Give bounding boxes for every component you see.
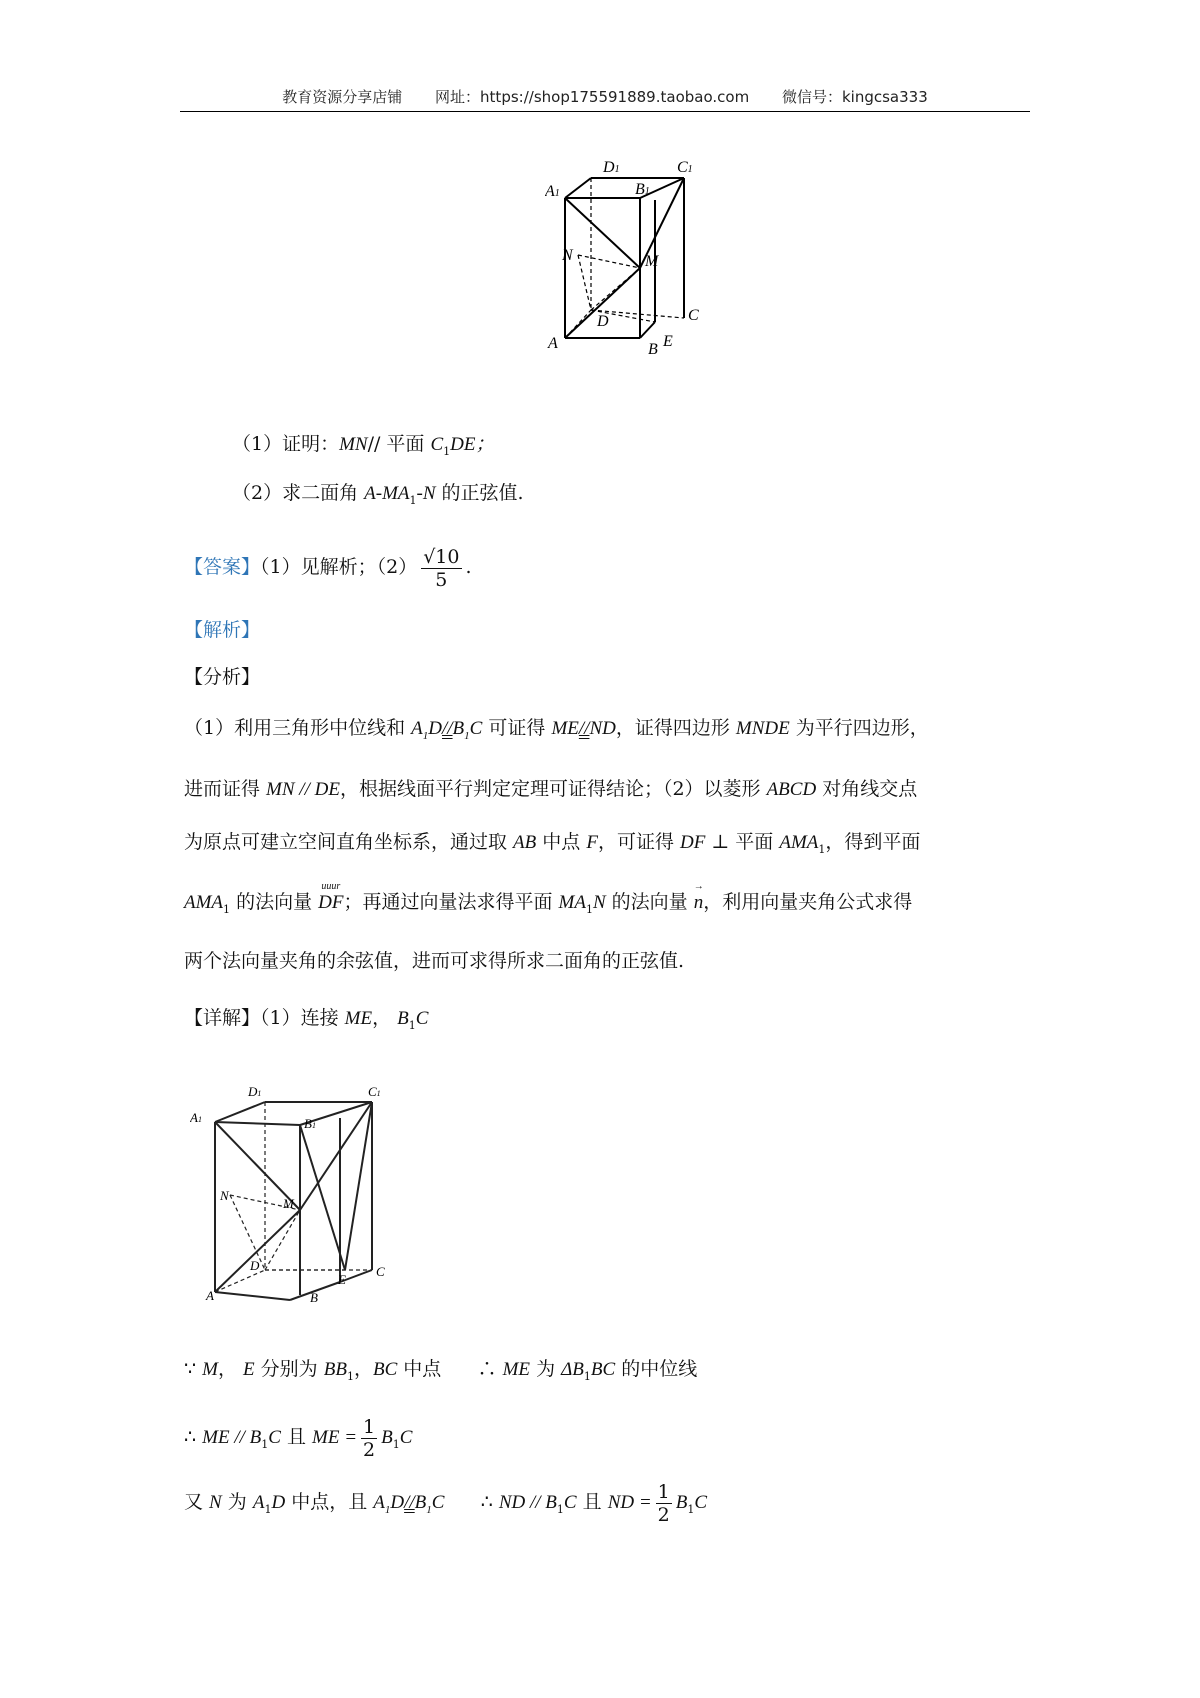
- label-m: M: [645, 253, 659, 270]
- header-shop: 教育资源分享店铺: [282, 88, 403, 106]
- label-c: C: [688, 307, 699, 324]
- fig2-label-d: D: [250, 1258, 260, 1273]
- fig2-label-a: A: [206, 1288, 214, 1303]
- label-n: N: [562, 247, 573, 264]
- proof-line-2: ∴ ME // $B_1C$ 且 ME = $\frac{1}{2}$ $B_1C$: [184, 1415, 413, 1461]
- fig2-label-a1: A1: [190, 1110, 202, 1125]
- proof-line-1: ∵ M， E 分别为 $BB_1$，BC 中点 ∴ ME 为 $\Delta B_1BC$ 的中位线: [184, 1358, 698, 1383]
- fig2-label-e: E: [338, 1272, 346, 1287]
- header-rule: [180, 111, 1030, 112]
- fig2-label-c: C: [376, 1264, 385, 1279]
- label-a1: A1: [545, 183, 560, 200]
- analysis-paragraph: [184, 702, 1030, 988]
- label-d1: D1: [603, 160, 620, 176]
- label-a: A: [548, 335, 558, 352]
- analysis-line-4: $AMA_1$ 的法向量 uuur DF；再通过向量法求得平面 $MA_1N$ 的法向量 → n，利用向量夹角公式求得: [184, 880, 913, 916]
- label-b1: B1: [635, 181, 650, 198]
- proof-line-3: 又 N 为 $A_1D$ 中点，且 $A_1D//B_1C$ ∴ ND // $B_1C$ 且 ND = $\frac{1}{2}$ $B_1C$: [184, 1480, 708, 1526]
- prism-figure-1: [545, 160, 715, 360]
- fig2-label-m: M: [283, 1196, 294, 1211]
- header-wechat: 微信号：kingcsa333: [781, 88, 928, 106]
- label-e: E: [663, 333, 673, 350]
- fig2-label-n: N: [220, 1188, 229, 1203]
- prism-figure-2: [190, 1070, 400, 1310]
- question-2: （2）求二面角 $A-MA_1-N$ 的正弦值.: [232, 482, 524, 507]
- detail-line: 【详解】（1）连接 ME， $B_1C$: [184, 1007, 429, 1032]
- fenxi-tag: 【分析】: [184, 666, 261, 688]
- fig2-label-b1: B1: [304, 1116, 316, 1131]
- header-url: 网址：https://shop175591889.taobao.com: [435, 88, 750, 106]
- analysis-line-5: 两个法向量夹角的余弦值，进而可求得所求二面角的正弦值.: [184, 950, 685, 973]
- answer-line: 【答案】（1）见解析；（2） $\frac{√10}{5}$ .: [184, 545, 472, 591]
- fig2-label-c1: C1: [368, 1084, 381, 1099]
- fig2-label-b: B: [310, 1290, 318, 1305]
- analysis-line-3: 为原点可建立空间直角坐标系，通过取 AB 中点 F，可证得 DF ⊥ 平面 $AMA_1$，得到平面: [184, 830, 921, 856]
- jiexi-tag: 【解析】: [184, 619, 261, 641]
- fig2-label-d1: D1: [248, 1084, 262, 1099]
- label-b: B: [648, 341, 658, 358]
- analysis-line-2: 进而证得 MN // DE，根据线面平行判定定理可证得结论；（2）以菱形 ABCD 对角线交点: [184, 777, 918, 800]
- analysis-line-1: （1）利用三角形中位线和 $A_1D//B_1C$ 可证得 ME//ND，证得四边形 MNDE 为平行四边形，: [184, 717, 929, 742]
- question-1: （1）证明：MN// 平面 $C_1DE$；: [232, 433, 495, 458]
- answer-tag: 【答案】: [184, 556, 261, 578]
- page-header: [180, 86, 1030, 107]
- label-d: D: [597, 313, 609, 330]
- answer-fraction: $\frac{√10}{5}$: [423, 545, 460, 591]
- label-c1: C1: [677, 160, 693, 176]
